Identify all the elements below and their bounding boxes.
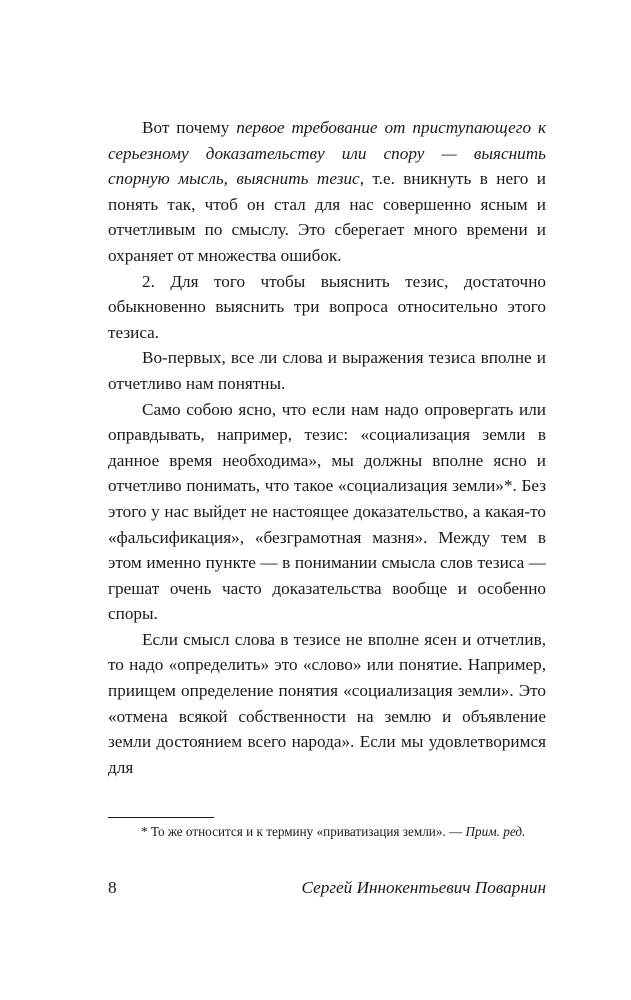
emphasized-text: первое требование от приступающего к серьезному доказательству или спору — выяснить спорную мысль, выяснить тезис — [108, 118, 546, 189]
paragraph — [108, 627, 546, 781]
paragraph-text: , т.е. вникнуть в него и понять так, чтоб он стал для нас совершенно ясным и отчетливым по смыслу. Это сберегает много времени и охраняет от множества ошибок. — [108, 169, 546, 265]
paragraph-text: Если смысл слова в тезисе не вполне ясен и отчетлив, то надо «определить» это «слово» или понятие. Например, приищем определение понятия «социализация земли». Это «отмена всякой собственности на землю и объявление земли достоянием всего народа». Если мы удовлетворимся для — [108, 629, 546, 777]
paragraph-text: Само собою ясно, что если нам надо опровергать или оправдывать, например, тезис: «социализация земли в данное время необходима», мы должны вполне ясно и отчетливо понимать, что такое «социализация земли»*. Без этого у нас выйдет не настоящее доказательство, а какая-то «фальсификация», «безграмотная мазня». Между тем в этом именно пункте — в понимании смысла слов тезиса — грешат очень часто доказательства вообще и особенно споры. — [108, 399, 546, 624]
paragraph — [108, 345, 546, 396]
paragraph-text: 2. Для того чтобы выяснить тезис, достаточно обыкновенно выяснить три вопроса относительно этого тезиса. — [108, 271, 546, 342]
footnote-text: * То же относится и к термину «приватизация земли». — — [141, 824, 463, 839]
footnote — [108, 822, 546, 842]
paragraph — [108, 115, 546, 269]
page-number: 8 — [108, 878, 117, 897]
paragraph — [108, 397, 546, 627]
paragraph-text: Во-первых, все ли слова и выражения тезиса вполне и отчетливо нам понятны. — [108, 348, 546, 393]
body-text — [108, 115, 546, 780]
paragraph-text: Вот почему — [142, 118, 237, 137]
footnote-rule — [108, 817, 214, 818]
running-head: Сергей Иннокентьевич Поварнин — [301, 878, 546, 897]
footnote-attribution: Прим. ред. — [465, 824, 526, 839]
paragraph — [108, 269, 546, 346]
